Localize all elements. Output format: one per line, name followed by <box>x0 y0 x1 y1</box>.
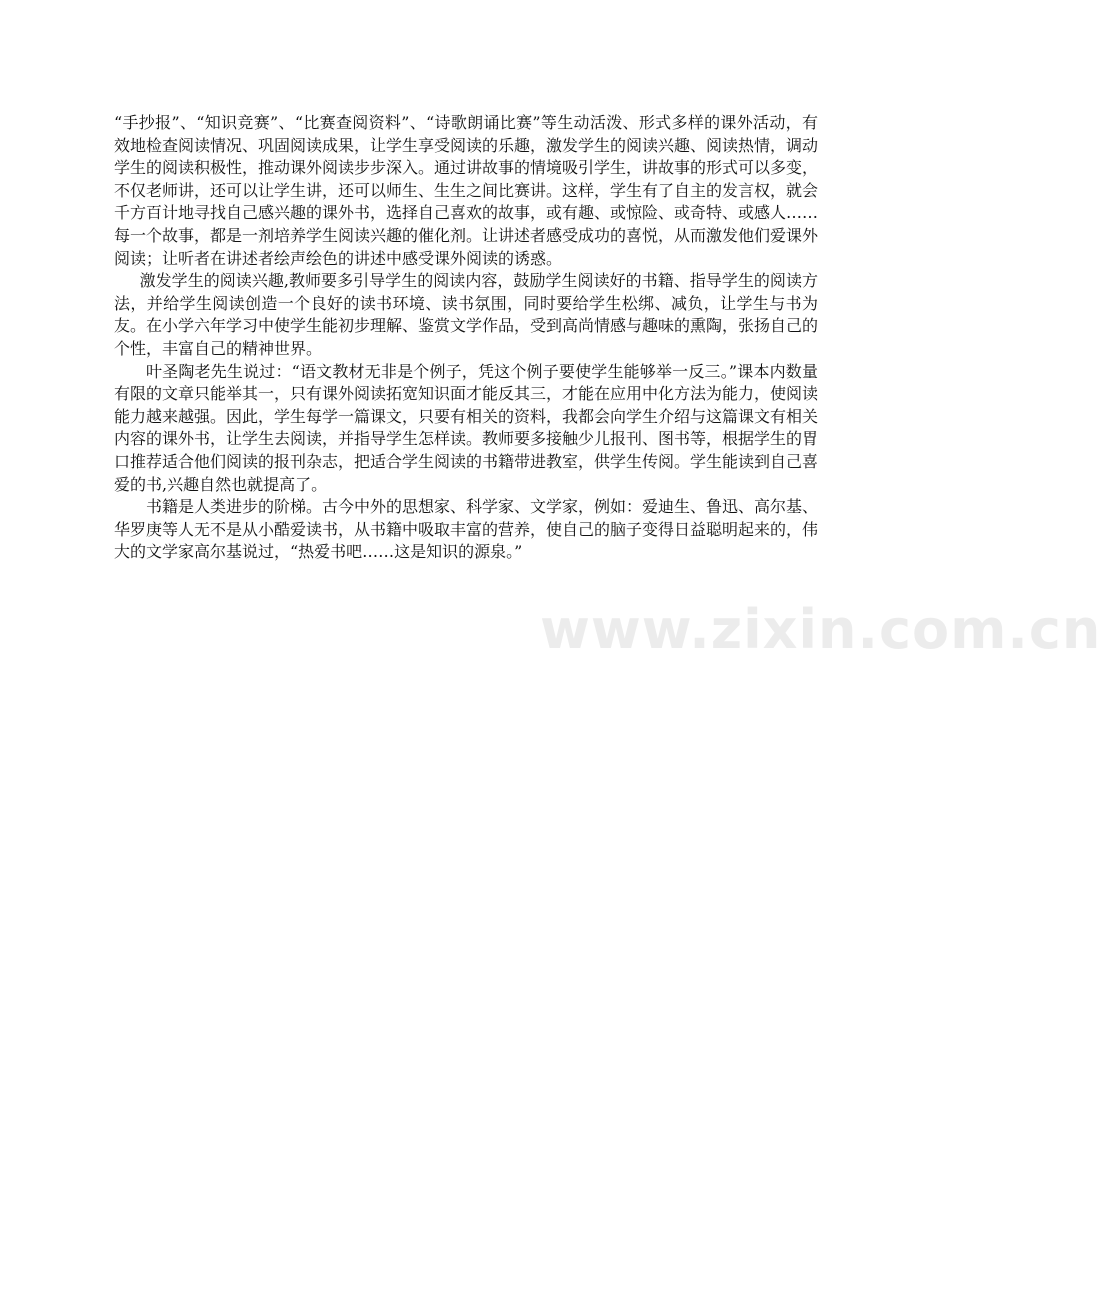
paragraph-books-ladder: 书籍是人类进步的阶梯。古今中外的思想家、科学家、文学家，例如：爱迪生、鲁迅、高尔基、华罗庚等人无不是从小酷爱读书，从书籍中吸取丰富的营养，使自己的脑子变得日益聪明起来的，伟大的文学家高尔基说过，“热爱书吧……这是知识的源泉。” <box>114 497 819 562</box>
watermark-logo: www.zixin.com.cn <box>540 598 1101 661</box>
document-page <box>114 112 835 564</box>
paragraph-activities: “手抄报”、“知识竞赛”、“比赛查阅资料”、“诗歌朗诵比赛”等生动活泼、形式多样的课外活动，有效地检查阅读情况、巩固阅读成果，让学生享受阅读的乐趣，激发学生的阅读兴趣、阅读热情，调动学生的阅读积极性，推动课外阅读步步深入。通过讲故事的情境吸引学生，讲故事的形式可以多变，不仅老师讲，还可以让学生讲，还可以师生、生生之间比赛讲。这样，学生有了自主的发言权，就会千方百计地寻找自己感兴趣的课外书，选择自己喜欢的故事，或有趣、或惊险、或奇特、或感人…… 每一个故事，都是一剂培养学生阅读兴趣的催化剂。让讲述者感受成功的喜悦，从而激发他们爱课外阅读；让听者在讲述者绘声绘色的讲述中感受课外阅读的诱惑。 <box>114 113 835 268</box>
paragraph-ye-shengtao-quote: 叶圣陶老先生说过：“语文教材无非是个例子，凭这个例子要使学生能够举一反三。”课本内数量有限的文章只能举其一，只有课外阅读拓宽知识面才能反其三，才能在应用中化方法为能力，使阅读能力越来越强。因此，学生每学一篇课文，只要有相关的资料，我都会向学生介绍与这篇课文有相关内容的课外书，让学生去阅读，并指导学生怎样读。教师要多接触少儿报刊、图书等，根据学生的胃口推荐适合他们阅读的报刊杂志，把适合学生阅读的书籍带进教室，供学生传阅。学生能读到自己喜爱的书,兴趣自然也就提高了。 <box>114 361 819 494</box>
paragraph-reading-interest: 激发学生的阅读兴趣,教师要多引导学生的阅读内容，鼓励学生阅读好的书籍、指导学生的阅读方法，并给学生阅读创造一个良好的读书环境、读书氛围，同时要给学生松绑、减负，让学生与书为友。在小学六年学习中使学生能初步理解、鉴赏文学作品，受到高尚情感与趣味的熏陶，张扬自己的个性，丰富自己的精神世界。 <box>114 271 819 358</box>
